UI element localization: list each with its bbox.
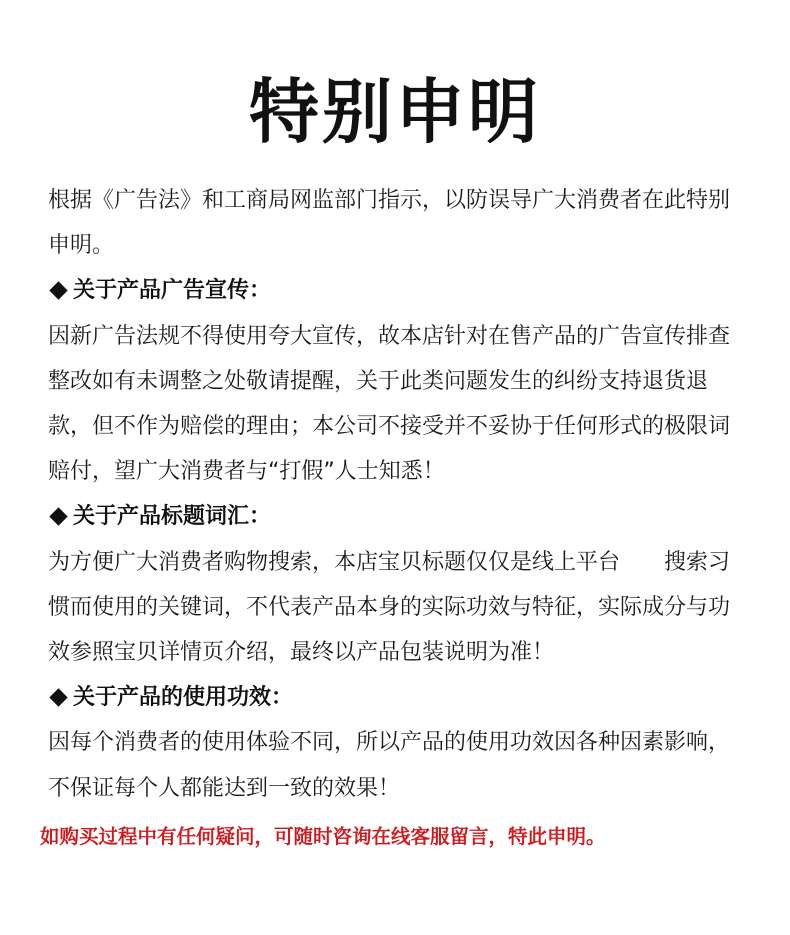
section-heading-title-terms <box>48 494 748 539</box>
statement-content <box>48 178 748 811</box>
section-body-efficacy: 因每个消费者的使用体验不同，所以产品的使用功效因各种因素影响，不保证每个人都能达到一致的效果！ <box>48 730 731 801</box>
section-heading-label: 关于产品的使用功效： <box>73 685 294 711</box>
section-heading-efficacy <box>48 675 748 720</box>
section-body-advertising: 因新广告法规不得使用夸大宣传，故本店针对在售产品的广告宣传排查整改如有未调整之处敬请提醒，关于此类问题发生的纠纷支持退货退款，但不作为赔偿的理由；本公司不接受并不妥协于任何形式的极限词赔付，望广大消费者与“打假”人士知悉！ <box>48 323 731 485</box>
section-heading-advertising <box>48 268 748 313</box>
diamond-bullet-icon <box>49 281 67 299</box>
page-title: 特别申明 <box>249 71 541 153</box>
section-heading-label: 关于产品标题词汇： <box>73 504 272 530</box>
section-body-title-terms: 为方便广大消费者购物搜索，本店宝贝标题仅仅是线上平台 搜索习惯而使用的关键词，不代表产品本身的实际功效与特征，实际成分与功效参照宝贝详情页介绍，最终以产品包装说明为准！ <box>48 549 731 666</box>
intro-paragraph: 根据《广告法》和工商局网监部门指示，以防误导广大消费者在此特别申明。 <box>48 188 731 259</box>
diamond-bullet-icon <box>49 688 67 706</box>
customer-service-notice: 如购买过程中有任何疑问，可随时咨询在线客服留言，特此申明。 <box>40 825 606 848</box>
diamond-bullet-icon <box>49 507 67 525</box>
section-heading-label: 关于产品广告宣传： <box>73 278 272 304</box>
